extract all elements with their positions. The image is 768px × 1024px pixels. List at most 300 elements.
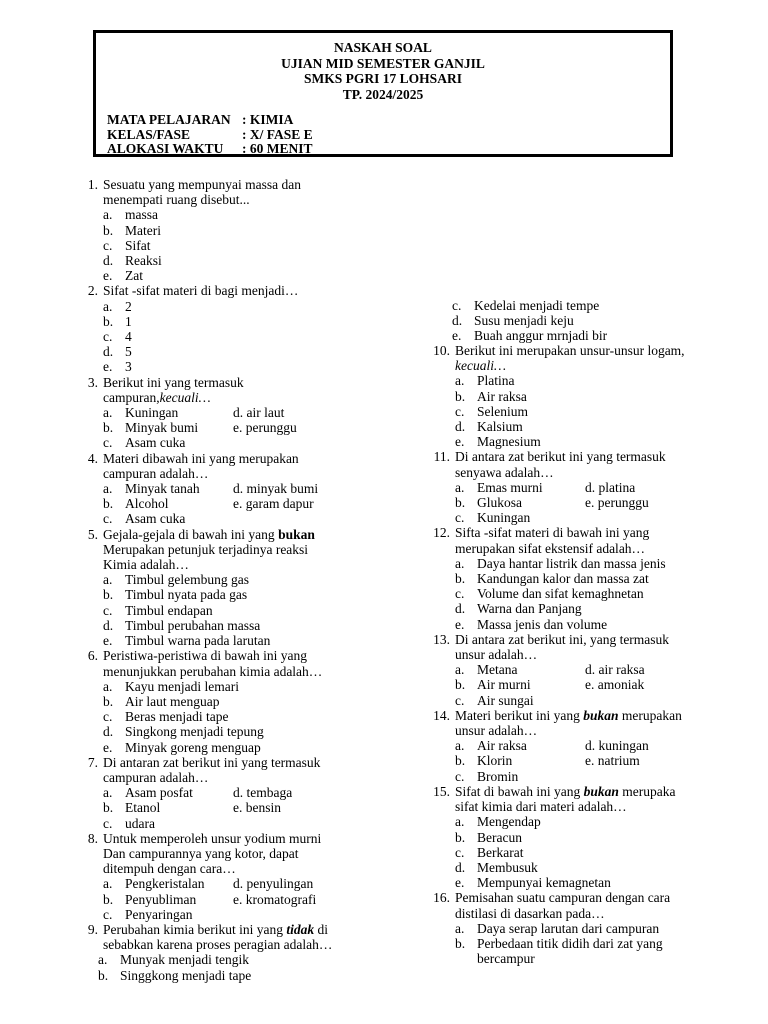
answer-option <box>76 740 421 755</box>
meta-row <box>107 142 313 157</box>
option-text: Kedelai menjadi tempe <box>474 298 600 313</box>
question-text: Berikut ini yang termasuk <box>103 374 244 390</box>
meta-label: KELAS/FASE <box>107 126 191 142</box>
question-line <box>428 723 748 738</box>
question-line <box>76 664 421 679</box>
option-letter: c. <box>455 768 465 784</box>
answer-option-row <box>76 481 421 496</box>
question-text: Sifat -sifat materi di bagi menjadi… <box>103 283 299 299</box>
option-letter: c. <box>103 709 113 725</box>
option-letter: a. <box>98 952 108 968</box>
answer-option: e. perunggu <box>233 420 297 436</box>
option-letter: a. <box>455 920 465 936</box>
question-item <box>76 831 421 922</box>
question-number: 4. <box>87 450 98 466</box>
option-letter: e. <box>103 633 113 649</box>
answer-option-row <box>76 496 421 511</box>
question-line <box>76 542 421 557</box>
question-text: Untuk memperoleh unsur yodium murni <box>103 830 322 846</box>
option-letter: b. <box>455 571 466 587</box>
question-line <box>428 465 748 480</box>
question-line <box>76 527 421 542</box>
question-number-spacer <box>76 390 103 405</box>
answer-option-row <box>428 738 748 753</box>
answer-option <box>76 587 421 602</box>
option-text: bercampur <box>477 951 535 967</box>
question-text: senyawa adalah… <box>455 464 554 480</box>
option-letter: a. <box>103 405 113 421</box>
option-letter: c. <box>455 586 465 602</box>
option-text: Membusuk <box>477 859 538 875</box>
question-number-spacer <box>428 647 455 662</box>
option-letter: d. <box>455 859 466 875</box>
question-line <box>428 784 748 799</box>
option-text: Sifat <box>125 237 151 253</box>
option-letter: b. <box>455 935 466 951</box>
option-letter: e. <box>103 359 113 375</box>
answer-option-row <box>428 677 748 692</box>
meta-label: MATA PELAJARAN <box>107 112 231 127</box>
answer-option <box>103 816 233 831</box>
option-letter: c. <box>103 602 113 618</box>
answer-option: d. air laut <box>233 405 285 421</box>
answer-option <box>76 344 421 359</box>
option-text: Warna dan Panjang <box>477 601 582 617</box>
title-line: NASKAH SOAL <box>334 40 432 55</box>
question-text: sebabkan karena proses peragian adalah… <box>103 937 333 953</box>
option-text: Daya serap larutan dari campuran <box>477 920 660 936</box>
answer-option: e. kromatografi <box>233 891 317 907</box>
question-text: sifat kimia dari materi adalah… <box>455 799 627 815</box>
answer-option: d. penyulingan <box>233 876 314 892</box>
answer-option <box>428 830 748 845</box>
answer-option <box>76 603 421 618</box>
answer-option <box>428 389 748 404</box>
option-text: Asam cuka <box>125 511 186 527</box>
answer-option <box>428 860 748 875</box>
question-text: Di antaran zat berikut ini yang termasuk <box>103 754 321 770</box>
answer-option-row <box>428 769 748 784</box>
answer-option-row <box>428 753 748 768</box>
question-item <box>428 525 748 631</box>
option-letter: e. <box>103 739 113 755</box>
option-letter: c. <box>103 237 113 253</box>
option-letter: b. <box>103 313 114 329</box>
meta-value: : 60 MENIT <box>242 141 313 156</box>
option-text: Emas murni <box>477 479 543 495</box>
option-text: Kayu menjadi lemari <box>125 678 239 694</box>
option-letter: c. <box>455 403 465 419</box>
answer-option <box>455 738 585 753</box>
option-text: Timbul nyata pada gas <box>125 587 248 603</box>
question-line <box>76 831 421 846</box>
question-number: 16. <box>433 890 450 906</box>
title-line: SMKS PGRI 17 LOHSARI <box>304 71 462 86</box>
question-number-spacer <box>428 541 455 556</box>
option-letter: e. <box>455 616 465 632</box>
answer-option <box>428 921 748 936</box>
question-number: 15. <box>433 783 450 799</box>
option-text: Etanol <box>125 800 161 816</box>
answer-option <box>103 496 233 511</box>
answer-option <box>76 359 421 374</box>
option-text: Mempunyai kemagnetan <box>477 875 611 891</box>
option-text: 2 <box>125 298 132 314</box>
option-letter: b. <box>98 967 109 983</box>
option-letter: b. <box>103 587 114 603</box>
answer-option <box>428 373 748 388</box>
question-line <box>76 755 421 770</box>
answer-option <box>455 662 585 677</box>
option-text: Air murni <box>477 677 531 693</box>
answer-option <box>428 419 748 434</box>
question-line <box>76 177 421 192</box>
option-text: 1 <box>125 313 132 329</box>
question-line <box>428 449 748 464</box>
option-letter: a. <box>455 814 465 830</box>
option-text: Beracun <box>477 829 522 845</box>
question-column-right <box>428 298 748 344</box>
answer-option <box>428 328 748 343</box>
answer-option-row <box>76 892 421 907</box>
option-text: Metana <box>477 662 518 678</box>
option-letter: e. <box>455 875 465 891</box>
answer-option <box>76 223 421 238</box>
option-letter: d. <box>103 724 114 740</box>
option-letter: d. <box>103 253 114 269</box>
question-line <box>76 283 421 298</box>
question-number: 3. <box>87 374 98 390</box>
answer-option: d. platina <box>585 479 636 495</box>
question-item <box>428 708 748 784</box>
question-line <box>428 525 748 540</box>
answer-option <box>103 405 233 420</box>
option-text: Reaksi <box>125 253 162 269</box>
option-letter: d. <box>455 601 466 617</box>
option-text: Air raksa <box>477 388 527 404</box>
answer-option-row <box>76 405 421 420</box>
exam-meta <box>107 113 313 157</box>
answer-option <box>103 800 233 815</box>
question-number: 13. <box>433 631 450 647</box>
question-line <box>76 375 421 390</box>
option-text: Timbul gelembung gas <box>125 572 250 588</box>
answer-option <box>103 892 233 907</box>
question-item <box>428 632 748 708</box>
option-letter: a. <box>103 572 113 588</box>
question-line <box>76 922 421 937</box>
question-number: 12. <box>433 525 450 541</box>
option-letter: c. <box>455 510 465 526</box>
question-text: Gejala-gejala di bawah ini yang bukan <box>103 526 315 542</box>
question-text: unsur adalah… <box>455 723 538 739</box>
emphasis-word: kecuali… <box>455 358 506 374</box>
question-number-spacer <box>76 861 103 876</box>
exam-title <box>96 40 670 102</box>
option-text: massa <box>125 207 158 223</box>
question-number-spacer <box>428 906 455 921</box>
option-text: Pengkeristalan <box>125 876 205 892</box>
question-line <box>428 708 748 723</box>
answer-option <box>76 633 421 648</box>
answer-option-row <box>76 785 421 800</box>
meta-row <box>107 113 313 128</box>
option-text: Materi <box>125 222 161 238</box>
option-text: Asam posfat <box>125 785 193 801</box>
question-line <box>428 647 748 662</box>
answer-option <box>428 571 748 586</box>
meta-label: ALOKASI WAKTU <box>107 141 224 156</box>
answer-option <box>76 572 421 587</box>
question-text: Di antara zat berikut ini yang termasuk <box>455 449 666 465</box>
option-letter: e. <box>455 434 465 450</box>
question-number: 1. <box>87 177 98 192</box>
answer-option <box>103 876 233 891</box>
answer-option <box>76 314 421 329</box>
question-text: Di antara zat berikut ini, yang termasuk <box>455 631 670 647</box>
option-letter: b. <box>103 891 114 907</box>
answer-option: e. garam dapur <box>233 496 314 512</box>
answer-option <box>103 420 233 435</box>
answer-option <box>103 435 233 450</box>
option-text: Selenium <box>477 403 528 419</box>
question-text: Pemisahan suatu campuran dengan cara <box>455 890 671 906</box>
option-letter: b. <box>103 800 114 816</box>
option-letter: c. <box>103 815 113 831</box>
answer-option-row <box>76 800 421 815</box>
answer-option-row <box>76 511 421 526</box>
answer-option <box>76 238 421 253</box>
answer-option <box>76 253 421 268</box>
question-text: Berikut ini merupakan unsur-unsur logam, <box>455 343 685 358</box>
question-number-spacer <box>76 557 103 572</box>
question-line <box>428 632 748 647</box>
answer-option <box>76 268 421 283</box>
answer-option-row <box>76 435 421 450</box>
option-text: Timbul endapan <box>125 602 213 618</box>
option-text: Munyak menjadi tengik <box>120 952 249 968</box>
question-text: ditempuh dengan cara… <box>103 861 236 877</box>
question-number: 2. <box>87 283 98 299</box>
option-text: Asam cuka <box>125 435 186 451</box>
question-column-right <box>428 343 748 966</box>
answer-option-row <box>76 907 421 922</box>
option-text: Kalsium <box>477 419 523 435</box>
option-letter: e. <box>103 268 113 284</box>
question-text: campuran adalah… <box>103 465 209 481</box>
answer-option-row <box>428 510 748 525</box>
answer-option <box>76 952 421 967</box>
option-letter: a. <box>455 479 465 495</box>
question-text: campuran,kecuali… <box>103 389 211 405</box>
option-letter: a. <box>103 678 113 694</box>
answer-option: e. natrium <box>585 753 640 769</box>
option-text: Mengendap <box>477 814 541 830</box>
emphasis-word: bukan <box>583 783 619 799</box>
option-text: Air laut menguap <box>125 693 220 709</box>
option-text: Platina <box>477 373 515 389</box>
answer-option <box>103 511 233 526</box>
question-number-spacer <box>428 358 455 373</box>
option-text: Alcohol <box>125 496 169 512</box>
option-text: Glukosa <box>477 495 522 511</box>
option-text: Klorin <box>477 753 513 769</box>
question-text: menempati ruang disebut... <box>103 192 250 208</box>
question-line <box>428 343 748 358</box>
question-line <box>76 861 421 876</box>
question-item <box>76 527 421 649</box>
answer-option <box>428 434 748 449</box>
option-text: Volume dan sifat kemaghnetan <box>477 586 644 602</box>
answer-option <box>103 481 233 496</box>
answer-option: e. amoniak <box>585 677 645 693</box>
option-letter: c. <box>103 435 113 451</box>
option-text: Beras menjadi tape <box>125 709 229 725</box>
question-line <box>76 557 421 572</box>
option-letter: c. <box>455 692 465 708</box>
option-letter: a. <box>455 662 465 678</box>
question-number-spacer <box>76 846 103 861</box>
answer-option <box>455 769 585 784</box>
emphasis-word: bukan <box>278 526 315 542</box>
question-text: Materi berikut ini yang bukan merupakan <box>455 707 682 723</box>
answer-option <box>103 907 233 922</box>
question-text: Sesuatu yang mempunyai massa dan <box>103 177 301 192</box>
answer-option <box>455 693 585 708</box>
question-text: Peristiwa-peristiwa di bawah ini yang <box>103 648 307 664</box>
option-text: Massa jenis dan volume <box>477 616 608 632</box>
answer-option <box>76 329 421 344</box>
question-line <box>428 890 748 905</box>
answer-option <box>428 313 748 328</box>
option-letter: c. <box>455 844 465 860</box>
answer-option-row <box>428 693 748 708</box>
question-number: 10. <box>433 343 450 358</box>
question-item <box>428 343 748 449</box>
option-text: Kuningan <box>477 510 531 526</box>
question-text: menunjukkan perubahan kimia adalah… <box>103 663 323 679</box>
answer-option <box>76 968 421 983</box>
option-text: udara <box>125 815 155 831</box>
option-text: 5 <box>125 344 132 360</box>
option-text: Perbedaan titik didih dari zat yang <box>477 935 663 951</box>
option-text: Timbul warna pada larutan <box>125 633 271 649</box>
question-text: Perubahan kimia berikut ini yang tidak di <box>103 921 328 937</box>
question-line <box>428 541 748 556</box>
option-letter: d. <box>455 419 466 435</box>
question-text: Dan campurannya yang kotor, dapat <box>103 845 299 861</box>
option-letter: b. <box>455 495 466 511</box>
option-letter: a. <box>103 876 113 892</box>
question-item <box>76 451 421 527</box>
answer-option <box>428 601 748 616</box>
question-text: Sifat di bawah ini yang bukan merupaka <box>455 783 676 799</box>
answer-option <box>76 724 421 739</box>
answer-option <box>455 495 585 510</box>
option-text: Timbul perubahan massa <box>125 617 261 633</box>
question-item <box>76 755 421 831</box>
question-text: merupakan sifat ekstensif adalah… <box>455 540 646 556</box>
meta-value: : KIMIA <box>242 112 294 127</box>
question-text: Merupakan petunjuk terjadinya reaksi <box>103 541 309 557</box>
question-text: Kimia adalah… <box>103 557 189 573</box>
answer-option-row <box>76 876 421 891</box>
option-letter: b. <box>455 829 466 845</box>
option-letter: c. <box>103 906 113 922</box>
option-letter: a. <box>455 373 465 389</box>
question-number-spacer <box>76 664 103 679</box>
question-item <box>76 375 421 451</box>
option-letter: d. <box>103 344 114 360</box>
question-column-left <box>76 177 421 983</box>
answer-option-continuation <box>428 951 748 966</box>
question-text: distilasi di dasarkan pada… <box>455 905 605 921</box>
option-letter: a. <box>103 481 113 497</box>
question-line <box>76 937 421 952</box>
answer-option <box>455 753 585 768</box>
option-text: Berkarat <box>477 844 524 860</box>
question-number-spacer <box>428 723 455 738</box>
question-number: 11. <box>433 449 450 465</box>
option-letter: b. <box>103 420 114 436</box>
answer-option: e. perunggu <box>585 495 649 511</box>
option-letter: a. <box>103 298 113 314</box>
question-item <box>76 648 421 754</box>
option-letter: b. <box>455 677 466 693</box>
question-line <box>76 451 421 466</box>
option-letter: b. <box>103 496 114 512</box>
option-text: Kandungan kalor dan massa zat <box>477 571 649 587</box>
option-letter: b. <box>455 753 466 769</box>
question-text: unsur adalah… <box>455 647 538 663</box>
answer-option <box>428 845 748 860</box>
question-number: 14. <box>433 707 450 723</box>
option-text: 4 <box>125 329 132 345</box>
emphasis-word: tidak <box>286 921 315 937</box>
question-item <box>76 922 421 983</box>
answer-option <box>455 510 585 525</box>
question-number: 9. <box>87 921 98 937</box>
answer-option: d. kuningan <box>585 738 649 754</box>
answer-option <box>428 556 748 571</box>
option-text: 3 <box>125 359 132 375</box>
option-letter: c. <box>103 329 113 345</box>
answer-option <box>455 480 585 495</box>
option-text: Minyak goreng menguap <box>125 739 261 755</box>
answer-option-row <box>428 662 748 677</box>
question-line <box>428 799 748 814</box>
option-text: Air raksa <box>477 738 527 754</box>
question-number: 8. <box>87 830 98 846</box>
question-number-spacer <box>76 542 103 557</box>
option-text: Singgkong menjadi tape <box>120 967 252 983</box>
exam-header-box <box>93 30 673 157</box>
meta-value: : X/ FASE E <box>242 126 313 142</box>
answer-option <box>76 694 421 709</box>
question-number: 6. <box>87 648 98 664</box>
question-text: campuran adalah… <box>103 769 209 785</box>
answer-option <box>428 404 748 419</box>
emphasis-word: bukan <box>583 707 619 723</box>
question-number-spacer <box>428 465 455 480</box>
answer-option <box>76 618 421 633</box>
option-text: Penyubliman <box>125 891 197 907</box>
question-line <box>76 192 421 207</box>
question-item <box>76 283 421 374</box>
answer-option <box>428 617 748 632</box>
question-text: Materi dibawah ini yang merupakan <box>103 450 299 466</box>
option-letter: d. <box>452 313 463 329</box>
